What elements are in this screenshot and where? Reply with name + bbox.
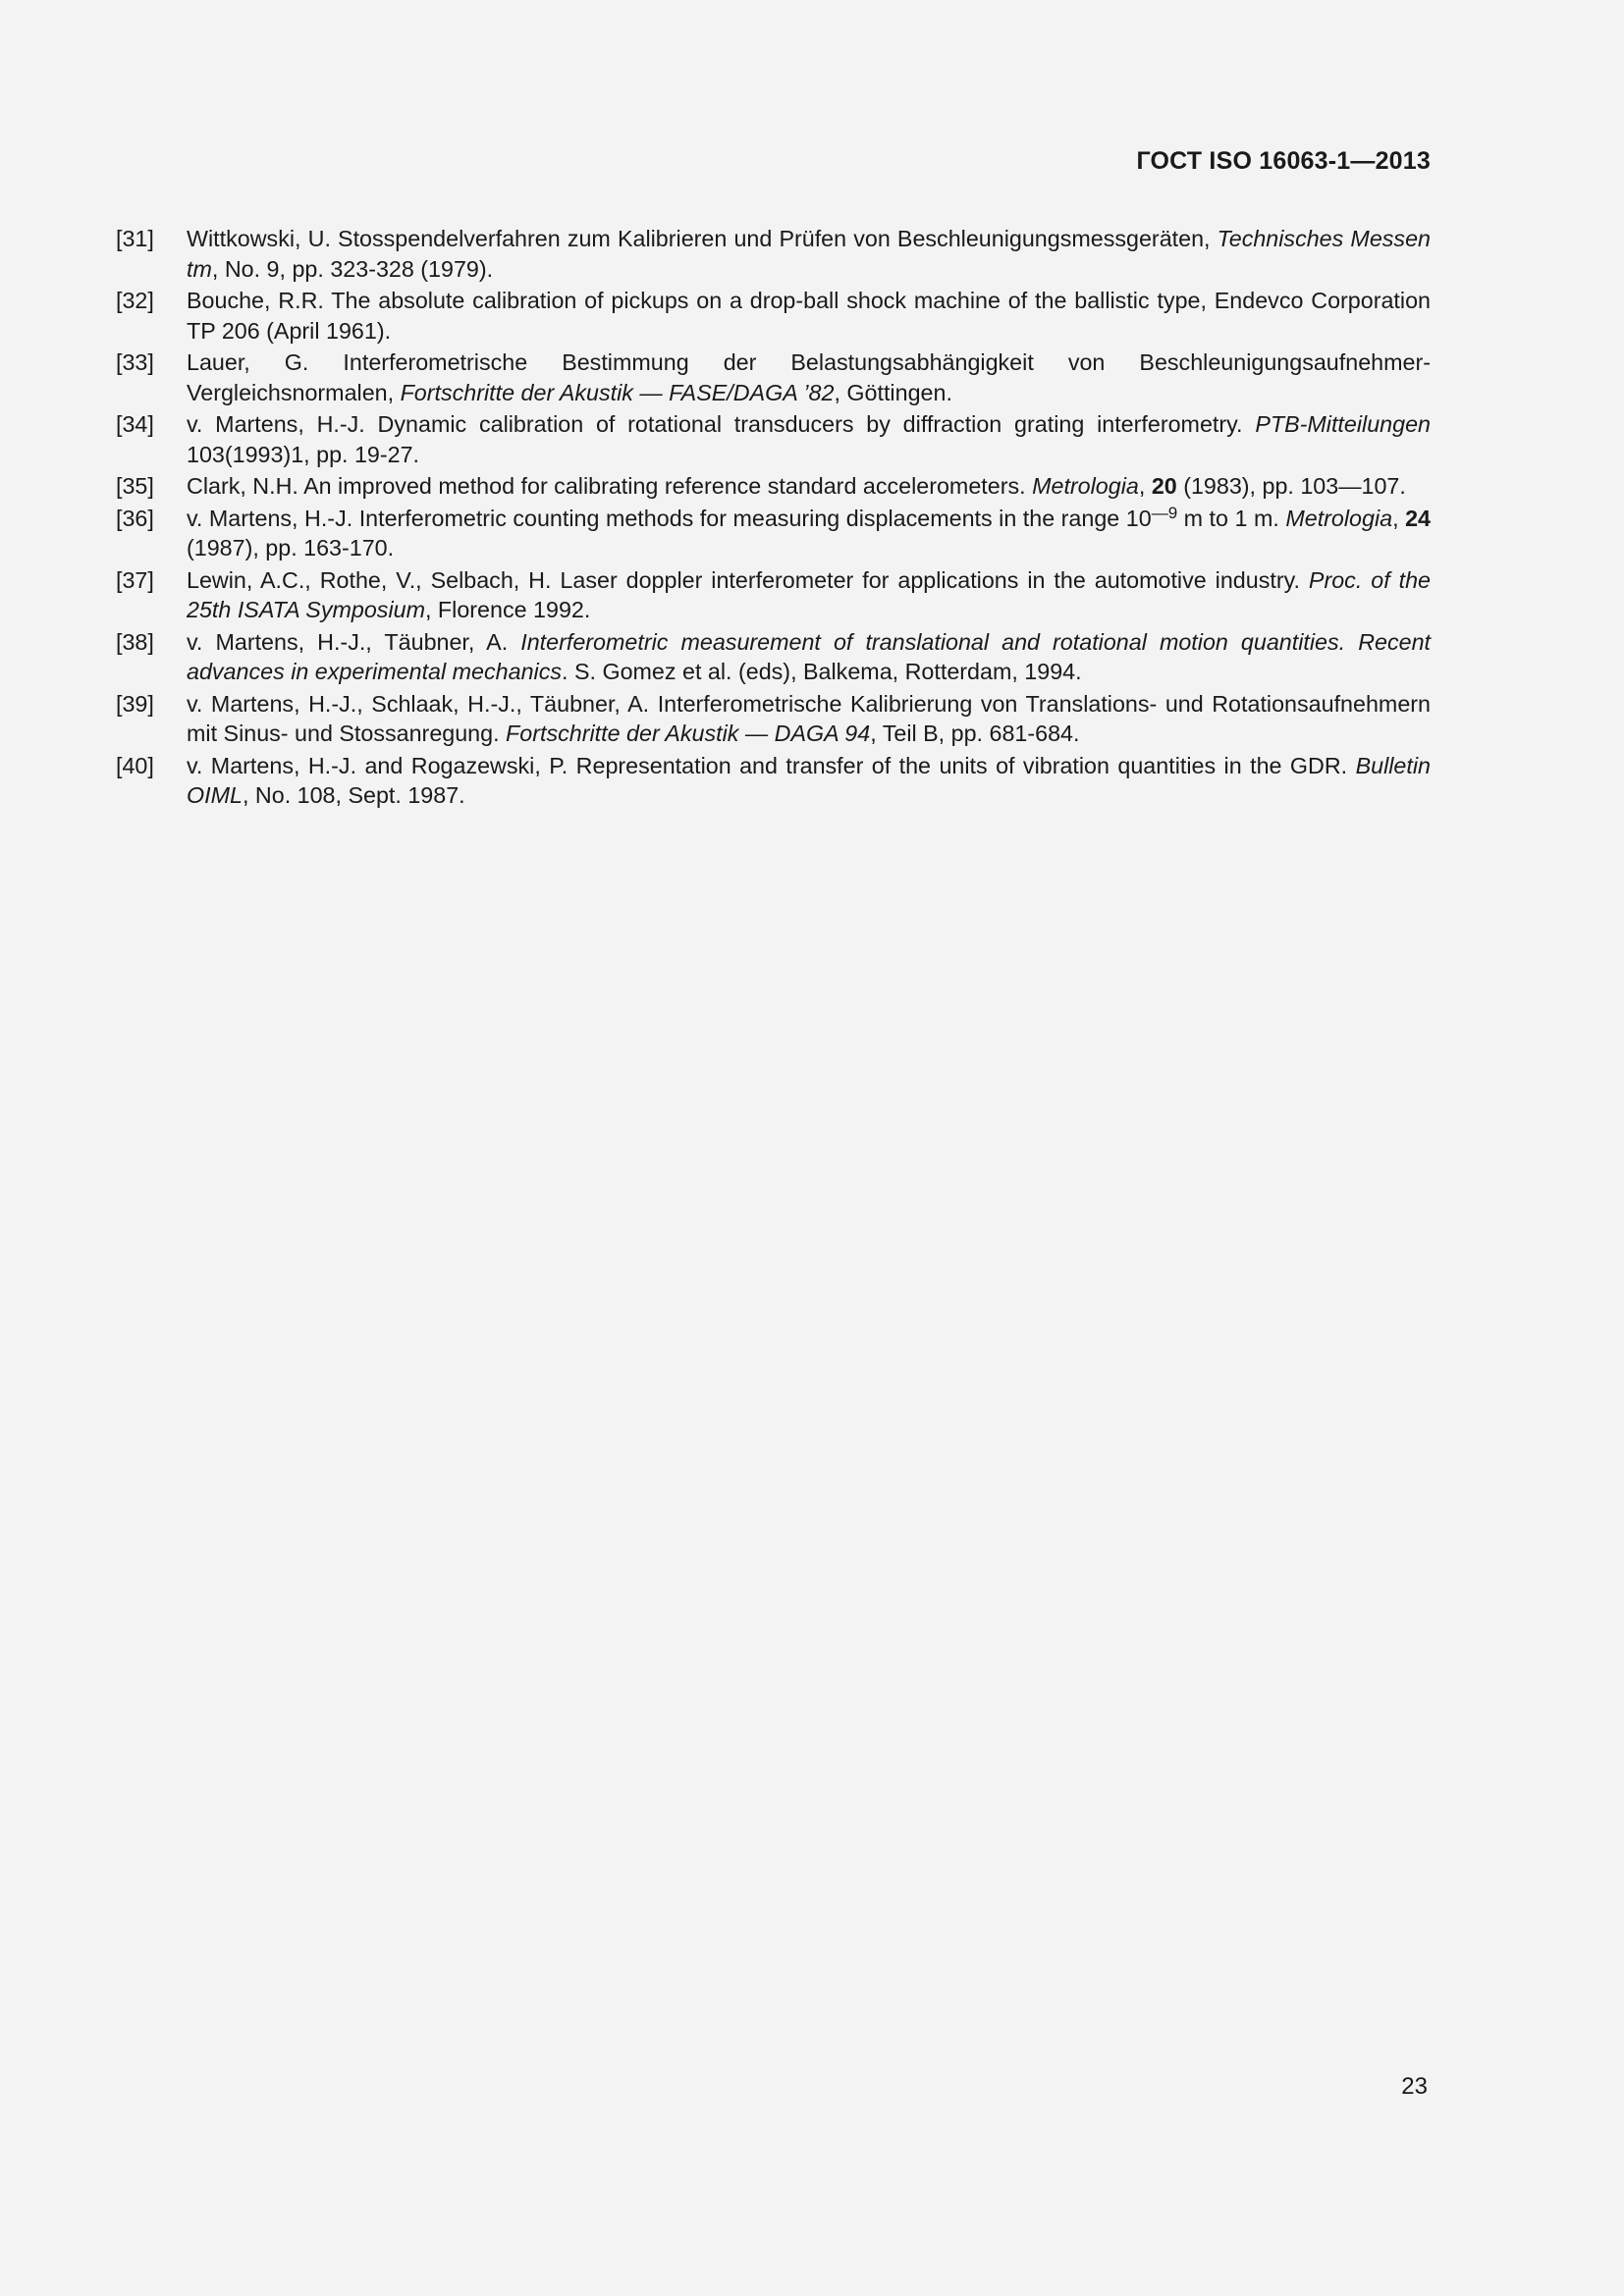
reference-number: [39] — [116, 690, 154, 717]
reference-text-segment: , No. 108, Sept. 1987. — [242, 782, 465, 808]
reference-text-segment: Bulletin OIML — [187, 752, 1431, 808]
reference-item — [116, 224, 1431, 284]
reference-text-segment: Wittkowski, U. Stosspendelverfahren zum Kalibrieren und Prüfen von Beschleunigungsmessgeräten, — [187, 226, 1218, 251]
reference-number: [34] — [116, 411, 154, 437]
reference-text-segment: v. Martens, H.-J., Schlaak, H.-J., Täubner, A. Interferometrische Kalibrierung von Translations- und Rotationsaufnehmern mit Sinus- und Stossanregung. — [187, 690, 1431, 746]
reference-item — [116, 689, 1431, 749]
reference-text-segment: , Teil B, pp. 681-684. — [870, 721, 1080, 746]
reference-text — [187, 565, 1431, 625]
reference-text-segment: Metrologia — [1285, 505, 1393, 531]
reference-text-segment: Fortschritte der Akustik — FASE/DAGA ’82 — [400, 379, 835, 405]
reference-text-segment: 103(1993)1, pp. 19-27. — [187, 441, 420, 467]
reference-text-segment: , Göttingen. — [834, 379, 952, 405]
reference-text-segment: , No. 9, pp. 323-328 (1979). — [211, 255, 494, 282]
reference-text-segment: Lewin, A.C., Rothe, V., Selbach, H. Laser doppler interferometer for applications in the automotive industry. — [187, 566, 1309, 593]
reference-number: [36] — [116, 505, 154, 531]
reference-list — [116, 224, 1431, 813]
reference-item — [116, 347, 1431, 407]
reference-item — [116, 286, 1431, 346]
reference-text-segment: , — [1392, 505, 1406, 531]
reference-text-segment: , Florence 1992. — [424, 597, 591, 622]
reference-text-segment: Bouche, R.R. The absolute calibration of pickups on a drop-ball shock machine of the ballistic type, Endevco Corporation TP 206 (April 1961). — [187, 288, 1431, 344]
reference-text — [187, 504, 1431, 563]
reference-text — [187, 751, 1431, 811]
reference-item — [116, 627, 1431, 687]
reference-text-segment: Lauer, G. Interferometrische Bestimmung der Belastungsabhängigkeit von Beschleunigungsaufnehmer-Vergleichsnormalen, — [187, 349, 1431, 405]
reference-number: [38] — [116, 628, 154, 655]
reference-text-segment: Clark, N.H. An improved method for calibrating reference standard accelerometers. — [187, 473, 1033, 499]
reference-text-segment: Fortschritte der Akustik — DAGA 94 — [506, 721, 871, 746]
reference-text — [187, 689, 1431, 749]
reference-text-segment: PTB-Mitteilungen — [1255, 411, 1431, 437]
reference-text-segment: Proc. of the 25th ISATA Symposium — [187, 566, 1431, 622]
reference-text — [187, 286, 1431, 346]
reference-text-segment: v. Martens, H.-J. Dynamic calibration of rotational transducers by diffraction grating interferometry. — [187, 411, 1256, 437]
reference-number: [40] — [116, 752, 154, 778]
reference-text-segment: Technisches Messen tm — [187, 226, 1431, 282]
reference-text — [187, 471, 1431, 502]
reference-number: [32] — [116, 288, 154, 313]
reference-item — [116, 751, 1431, 811]
reference-text — [187, 224, 1431, 284]
reference-item — [116, 409, 1431, 469]
document-header: ГОСТ ISO 16063-1—2013 — [1136, 147, 1431, 175]
reference-text-segment: (1983), pp. 103—107. — [1176, 473, 1406, 499]
reference-item — [116, 565, 1431, 625]
reference-text — [187, 409, 1431, 469]
reference-number: [35] — [116, 473, 154, 499]
reference-number: [31] — [116, 226, 154, 251]
reference-text-segment: (1987), pp. 163-170. — [187, 535, 395, 561]
reference-text — [187, 347, 1431, 407]
reference-text-segment: . S. Gomez et al. (eds), Balkema, Rotterdam, 1994. — [562, 659, 1082, 684]
reference-text-segment: v. Martens, H.-J., Täubner, A. — [187, 628, 521, 655]
reference-number: [37] — [116, 566, 154, 593]
reference-text-segment: v. Martens, H.-J. Interferometric counting methods for measuring displacements in the range 10 — [187, 505, 1152, 531]
reference-text-segment: m to 1 m. — [1177, 505, 1286, 531]
reference-text-segment: v. Martens, H.-J. and Rogazewski, P. Representation and transfer of the units of vibration quantities in the GDR. — [187, 752, 1356, 778]
reference-number: [33] — [116, 349, 154, 375]
reference-text-segment: 24 — [1405, 505, 1432, 531]
reference-text-segment: Metrologia — [1032, 473, 1139, 499]
reference-item — [116, 504, 1431, 563]
reference-text-segment: —9 — [1151, 503, 1178, 522]
reference-text-segment: , — [1138, 473, 1152, 499]
reference-text-segment: Interferometric measurement of translational and rotational motion quantities. Recent advances in experimental mechanics — [187, 628, 1432, 684]
page-number: 23 — [1401, 2073, 1428, 2100]
reference-text-segment: 20 — [1151, 473, 1177, 499]
reference-item — [116, 471, 1431, 502]
reference-text — [187, 627, 1431, 687]
